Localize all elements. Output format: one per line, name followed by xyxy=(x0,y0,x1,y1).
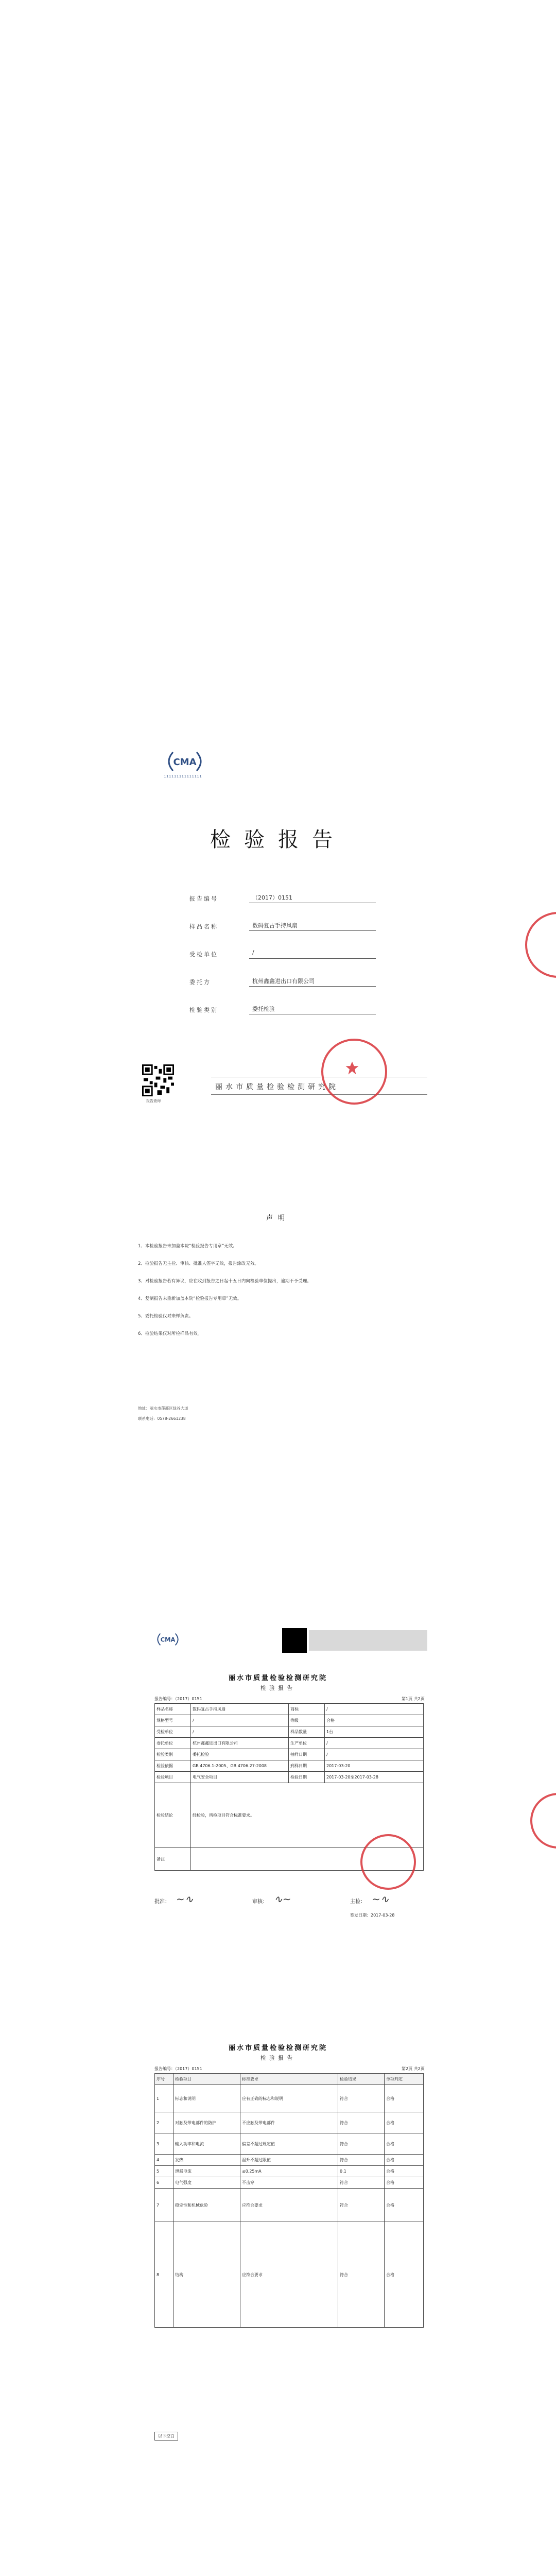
report-number: 报告编号：（2017）0151 xyxy=(154,1697,202,1701)
table-row xyxy=(155,2133,424,2155)
cell-label: 抽样日期 xyxy=(289,1749,325,1760)
cell-label: 检验日期 xyxy=(289,1772,325,1783)
cell-label: 规格型号 xyxy=(155,1715,191,1726)
table-cell: 输入功率和电流 xyxy=(173,2133,240,2155)
table-cell: 电气强度 xyxy=(173,2177,240,2189)
table-cell: 合格 xyxy=(385,2112,424,2133)
field-label: 报告编号 xyxy=(189,895,218,902)
qr-caption: 报告查询 xyxy=(146,1099,161,1103)
field-sample-name xyxy=(189,918,395,937)
table-cell: 7 xyxy=(155,2189,173,2222)
sign-review-label: 审核： xyxy=(252,1899,268,1905)
cell-value: 合格 xyxy=(325,1715,424,1726)
official-seal xyxy=(360,1834,416,1890)
table-footer-note: 以下空白 xyxy=(154,2432,178,2441)
table-cell: 合格 xyxy=(385,2222,424,2328)
table-row xyxy=(155,1738,424,1749)
cell-label: 受检单位 xyxy=(155,1726,191,1738)
cell-value: / xyxy=(191,1715,289,1726)
table-cell: 1 xyxy=(155,2085,173,2112)
report-subtitle: 检验报告 xyxy=(260,1685,296,1691)
table-cell: 合格 xyxy=(385,2166,424,2177)
field-inspected-unit xyxy=(189,946,395,964)
note-item: 5、委托检验仅对来样负责。 xyxy=(138,1314,194,1319)
cell-value: / xyxy=(325,1738,424,1749)
report-title: 丽水市质量检验检测研究院 xyxy=(228,2044,327,2052)
field-value: / xyxy=(249,949,376,959)
issue-date: 签发日期：2017-03-28 xyxy=(350,1913,395,1918)
cell-label: 等级 xyxy=(289,1715,325,1726)
cell-label: 检验类别 xyxy=(155,1749,191,1760)
table-cell: 符合 xyxy=(338,2133,385,2155)
notes-title: 声明 xyxy=(266,1214,290,1222)
table-cell: 符合 xyxy=(338,2155,385,2166)
table-cell: 稳定性和机械危险 xyxy=(173,2189,240,2222)
table-row xyxy=(155,2085,424,2112)
signature-image: ∼∿ xyxy=(176,1893,194,1905)
notes-page xyxy=(0,1149,556,1510)
table-cell: 0.1 xyxy=(338,2166,385,2177)
cell-label: 样品数量 xyxy=(289,1726,325,1738)
conclusion-text: 经检验，所检项目符合标准要求。 xyxy=(191,1783,424,1848)
svg-text:CMA: CMA xyxy=(160,1636,176,1643)
table-row xyxy=(155,1760,424,1772)
note-item: 4、复制报告未重新加盖本院“检验报告专用章”无效。 xyxy=(138,1296,242,1301)
table-cell: 应有正确的标志和说明 xyxy=(240,2085,338,2112)
table-cell: 符合 xyxy=(338,2085,385,2112)
signature-image: ∿∼ xyxy=(274,1893,291,1905)
table-cell: 符合 xyxy=(338,2112,385,2133)
table-cell: 标志和说明 xyxy=(173,2085,240,2112)
note-item: 6、检验结果仅对所检样品有效。 xyxy=(138,1331,202,1336)
table-cell: 8 xyxy=(155,2222,173,2328)
table-cell: 符合 xyxy=(338,2177,385,2189)
qr-code-icon xyxy=(142,1064,174,1096)
table-cell: 合格 xyxy=(385,2155,424,2166)
table-cell: 不击穿 xyxy=(240,2177,338,2189)
cell-label: 生产单位 xyxy=(289,1738,325,1749)
report-subtitle: 检验报告 xyxy=(260,2055,296,2061)
table-cell: 应符合要求 xyxy=(240,2222,338,2328)
field-label: 样品名称 xyxy=(189,923,218,930)
table-cell: 符合 xyxy=(338,2189,385,2222)
table-cell: 结构 xyxy=(173,2222,240,2328)
divider xyxy=(211,1094,427,1095)
results-table xyxy=(154,2073,424,2328)
table-cell: 4 xyxy=(155,2155,173,2166)
side-seal xyxy=(530,1793,556,1849)
table-row xyxy=(155,1749,424,1760)
address: 地址：丽水市莲都区绿谷大道 xyxy=(138,1406,188,1411)
cma-logo-text: CMA xyxy=(173,757,197,768)
table-cell: 发热 xyxy=(173,2155,240,2166)
table-cell: 合格 xyxy=(385,2177,424,2189)
cell-value: 2017-03-20 xyxy=(325,1760,424,1772)
table-cell: 合格 xyxy=(385,2133,424,2155)
report-title: 丽水市质量检验检测研究院 xyxy=(228,1674,327,1682)
signature-image: ∼∿ xyxy=(372,1893,389,1905)
cell-label: 检验依据 xyxy=(155,1760,191,1772)
table-row xyxy=(155,1704,424,1715)
field-label: 受检单位 xyxy=(189,951,218,958)
cell-label: 到样日期 xyxy=(289,1760,325,1772)
table-row xyxy=(155,2177,424,2189)
cell-value: 数码复古手持风扇 xyxy=(191,1704,289,1715)
qr-code-icon xyxy=(282,1628,307,1653)
table-cell: 应符合要求 xyxy=(240,2189,338,2222)
cell-value: / xyxy=(191,1726,289,1738)
header-bar xyxy=(309,1630,427,1651)
institute-name: 丽水市质量检验检测研究院 xyxy=(215,1083,339,1091)
table-row xyxy=(155,1715,424,1726)
cell-value: 2017-03-20至2017-03-28 xyxy=(325,1772,424,1783)
field-inspection-type xyxy=(189,1002,395,1020)
cell-value: / xyxy=(325,1704,424,1715)
cma-logo-icon xyxy=(164,750,206,773)
note-item: 2、检验报告无主检、审核、批准人签字无效，报告涂改无效。 xyxy=(138,1261,259,1266)
cell-value: 1台 xyxy=(325,1726,424,1738)
table-row xyxy=(155,1772,424,1783)
table-cell: 2 xyxy=(155,2112,173,2133)
table-cell: 合格 xyxy=(385,2189,424,2222)
side-seal xyxy=(525,912,556,978)
report-page-1 xyxy=(0,1623,556,1994)
table-cell: 对触及带电部件的防护 xyxy=(173,2112,240,2133)
seal-star-icon xyxy=(344,1060,360,1076)
cell-value: 电气安全项目 xyxy=(191,1772,289,1783)
cell-label: 样品名称 xyxy=(155,1704,191,1715)
table-row xyxy=(155,1726,424,1738)
cover-page xyxy=(0,0,556,1149)
table-cell: 合格 xyxy=(385,2085,424,2112)
field-value: （2017）0151 xyxy=(249,893,376,903)
field-value: 杭州鑫鑫进出口有限公司 xyxy=(249,977,376,987)
cma-number: 111111111111111 xyxy=(164,774,202,778)
field-value: 委托检验 xyxy=(249,1005,376,1014)
table-cell: 不应触及带电部件 xyxy=(240,2112,338,2133)
cell-label: 委托单位 xyxy=(155,1738,191,1749)
cell-value: 委托检验 xyxy=(191,1749,289,1760)
cell-value: GB 4706.1-2005、GB 4706.27-2008 xyxy=(191,1760,289,1772)
table-header-row xyxy=(155,2074,424,2085)
table-row xyxy=(155,2189,424,2222)
cell-label: 检验结论 xyxy=(155,1783,191,1848)
report-page-2 xyxy=(0,2035,556,2499)
table-row xyxy=(155,2222,424,2328)
table-cell: ≤0.25mA xyxy=(240,2166,338,2177)
report-number: 报告编号：（2017）0151 xyxy=(154,2066,202,2071)
column-header: 检验项目 xyxy=(173,2074,240,2085)
cell-value: / xyxy=(325,1749,424,1760)
cell-value: 杭州鑫鑫进出口有限公司 xyxy=(191,1738,289,1749)
phone: 联系电话：0578-2661238 xyxy=(138,1416,186,1421)
sign-approve-label: 批准： xyxy=(154,1899,170,1905)
table-row xyxy=(155,2112,424,2133)
table-cell: 偏差不超过规定值 xyxy=(240,2133,338,2155)
column-header: 检验结果 xyxy=(338,2074,385,2085)
field-report-no xyxy=(189,890,395,909)
sign-chief-label: 主检： xyxy=(350,1899,366,1905)
note-item: 3、对检验报告若有异议，应在收到报告之日起十五日内向检验单位提出，逾期不予受理。 xyxy=(138,1279,311,1284)
column-header: 序号 xyxy=(155,2074,173,2085)
table-row xyxy=(155,2155,424,2166)
cell-label: 商标 xyxy=(289,1704,325,1715)
column-header: 标准要求 xyxy=(240,2074,338,2085)
table-cell: 3 xyxy=(155,2133,173,2155)
field-label: 委托方 xyxy=(189,979,211,986)
cover-title: 检验报告 xyxy=(210,828,346,852)
note-item: 1、本检验报告未加盖本院“检验报告专用章”无效。 xyxy=(138,1244,237,1249)
field-label: 检验类别 xyxy=(189,1007,218,1013)
cell-label: 检验项目 xyxy=(155,1772,191,1783)
page-number: 第2页 共2页 xyxy=(402,2066,425,2071)
field-value: 数码复古手持风扇 xyxy=(249,921,376,931)
table-cell: 5 xyxy=(155,2166,173,2177)
table-row xyxy=(155,2166,424,2177)
table-cell: 符合 xyxy=(338,2222,385,2328)
cma-logo-icon xyxy=(154,1632,181,1647)
column-header: 单项判定 xyxy=(385,2074,424,2085)
table-cell: 温升不超过限值 xyxy=(240,2155,338,2166)
page-number: 第1页 共2页 xyxy=(402,1697,425,1701)
cell-label: 备注 xyxy=(155,1848,191,1871)
table-cell: 泄漏电流 xyxy=(173,2166,240,2177)
field-client xyxy=(189,974,395,992)
table-cell: 6 xyxy=(155,2177,173,2189)
